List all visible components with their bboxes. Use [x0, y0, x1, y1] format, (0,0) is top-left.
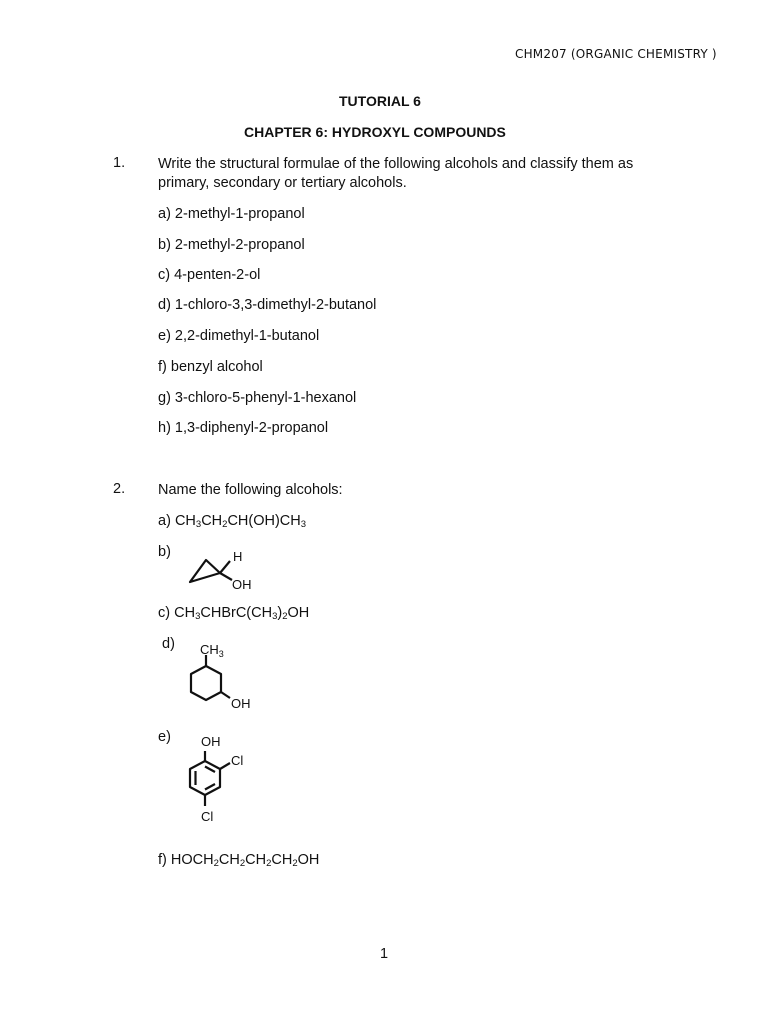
question-1-prompt [158, 155, 633, 193]
question-1-item-h: h) 1,3-diphenyl-2-propanol [158, 420, 329, 436]
atom-oh-label: OH [232, 577, 252, 592]
question-1-item-g: g) 3-chloro-5-phenyl-1-hexanol [158, 390, 357, 406]
question-1-item-f: f) benzyl alcohol [158, 359, 263, 375]
dichlorophenol-structure [180, 731, 270, 827]
question-1-prompt-line-2: primary, secondary or tertiary alcohols. [158, 175, 407, 191]
question-1-item-d: d) 1-chloro-3,3-dimethyl-2-butanol [158, 297, 377, 313]
chapter-title: CHAPTER 6: HYDROXYL COMPOUNDS [244, 124, 506, 140]
question-2-item-b-label: b) [158, 544, 171, 560]
question-1-item-c: c) 4-penten-2-ol [158, 267, 261, 283]
page-number: 1 [380, 946, 389, 962]
question-2-item-c [158, 604, 309, 623]
atom-h-label: H [233, 549, 243, 564]
hydroxyl-label: OH [231, 696, 251, 711]
question-2-item-a [158, 512, 306, 531]
chloro-bottom-label: Cl [201, 809, 214, 824]
phenol-oh-label: OH [201, 734, 221, 749]
question-1-item-b: b) 2-methyl-2-propanol [158, 237, 305, 253]
question-1-item-a: a) 2-methyl-1-propanol [158, 206, 305, 222]
formula-f: $HOCH_2CH_2CH_2CH_2OH$ [170, 852, 320, 869]
cyclopropanol-structure [180, 540, 270, 595]
methylcyclohexanol-structure [180, 636, 270, 720]
question-1-number: 1. [113, 155, 126, 171]
formula-c: $CH_3CHBrC(CH_3)_2OH$ [174, 605, 310, 622]
question-1-prompt-line-1: Write the structural formulae of the following alcohols and classify them as [158, 156, 634, 172]
question-2-prompt: Name the following alcohols: [158, 482, 343, 498]
item-c-label: c) [158, 605, 171, 621]
question-2-number: 2. [113, 481, 126, 497]
methyl-label: $CH_3$ [200, 642, 224, 659]
item-f-label: f) [158, 852, 167, 868]
course-header: CHM207 (ORGANIC CHEMISTRY ) [515, 47, 717, 61]
question-2-item-d-label: d) [162, 636, 175, 652]
question-2-item-e-label: e) [158, 729, 171, 745]
chloro-top-label: Cl [231, 753, 244, 768]
item-a-label: a) [158, 513, 171, 529]
question-1-item-e: e) 2,2-dimethyl-1-butanol [158, 328, 320, 344]
question-2-item-f [158, 851, 319, 870]
tutorial-title: TUTORIAL 6 [339, 93, 421, 109]
formula-a: $CH_3CH_2CH(OH)CH_3$ [174, 513, 307, 530]
